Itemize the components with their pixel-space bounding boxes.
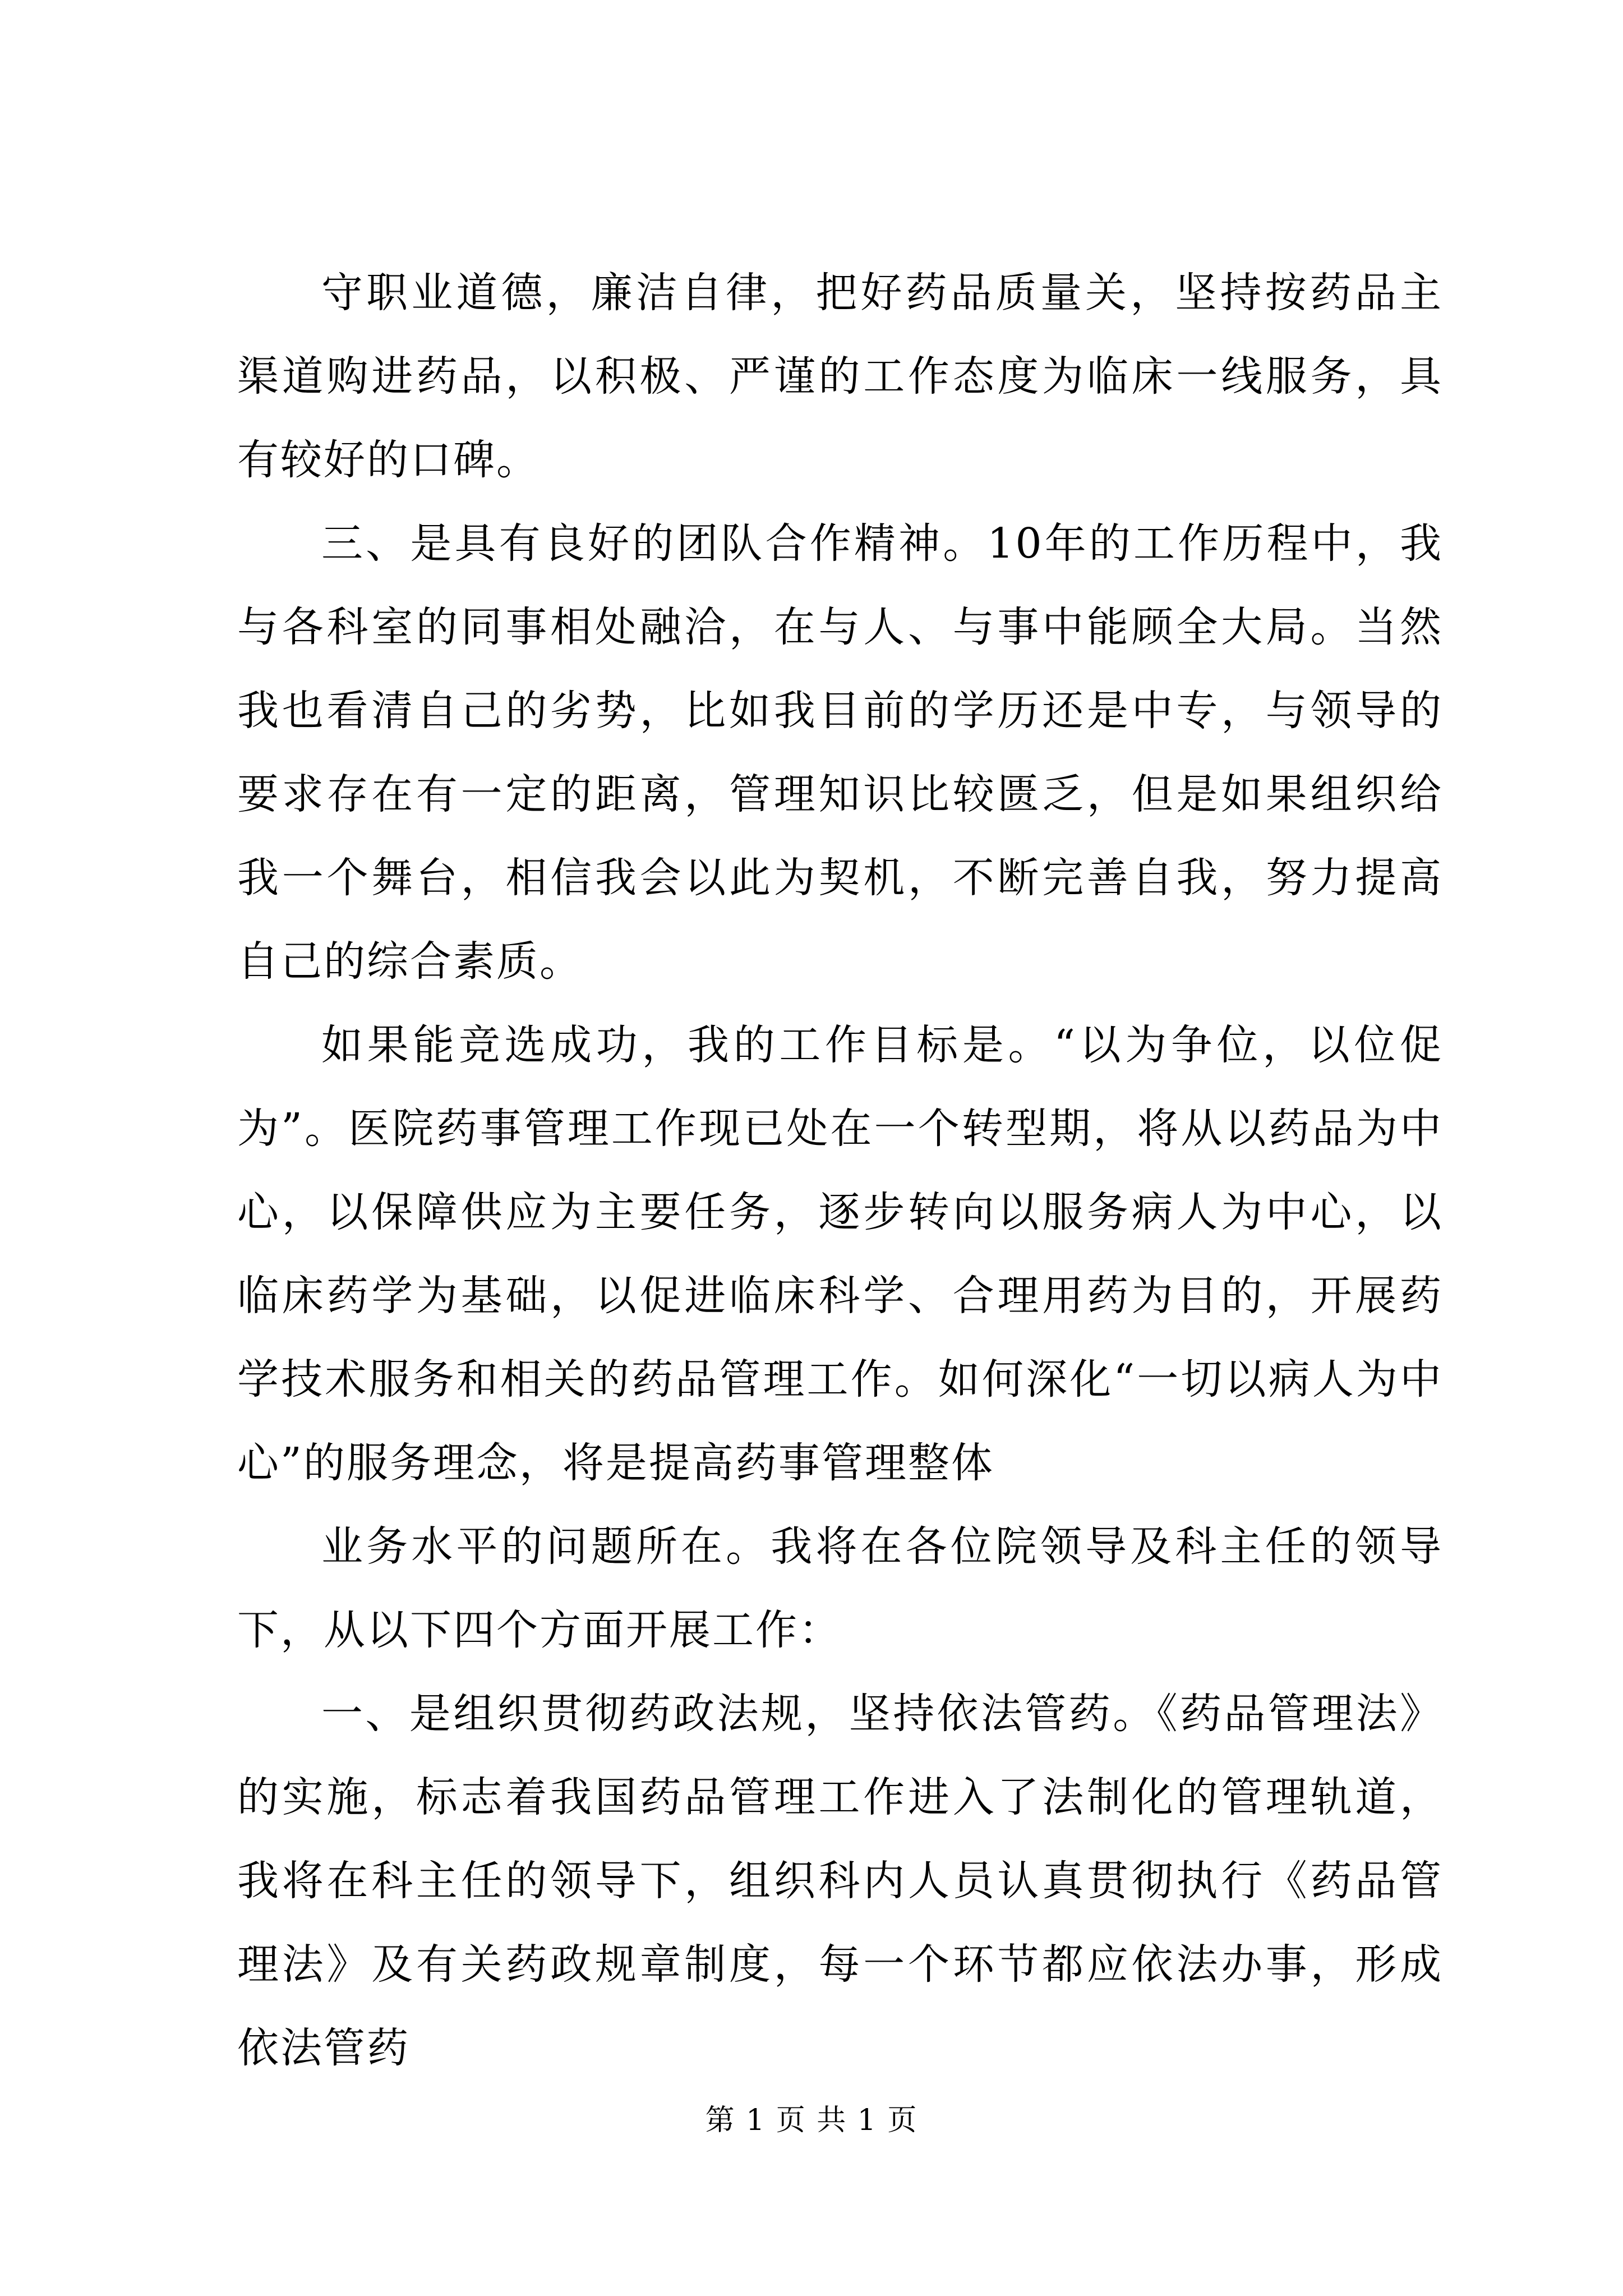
paragraph: 业务水平的问题所在。我将在各位院领导及科主任的领导下，从以下四个方面开展工作： [237, 1522, 1443, 1654]
paragraph: 一、是组织贯彻药政法规，坚持依法管药。《药品管理法》的实施，标志着我国药品管理工作进入了法制化的管理轨道，我将在科主任的领导下，组织科内人员认真贯彻执行《药品管理法》及有关药政规章制度，每一个环节都应依法办事，形成依法管药 [237, 1690, 1443, 2072]
paragraph: 三、是具有良好的团队合作精神。10年的工作历程中，我与各科室的同事相处融洽，在与人、与事中能顾全大局。当然我也看清自己的劣势，比如我目前的学历还是中专，与领导的要求存在有一定的距离，管理知识比较匮乏，但是如果组织给我一个舞台，相信我会以此为契机，不断完善自我，努力提高自己的综合素质。 [237, 519, 1443, 986]
paragraph: 守职业道德，廉洁自律，把好药品质量关，坚持按药品主渠道购进药品，以积极、严谨的工作态度为临床一线服务，具有较好的口碑。 [237, 269, 1443, 484]
page-number-footer: 第 1 页 共 1 页 [705, 2104, 918, 2137]
document-body [237, 251, 1443, 2090]
paragraph: 如果能竞选成功，我的工作目标是。“以为争位，以位促为”。医院药事管理工作现已处在一个转型期，将从以药品为中心，以保障供应为主要任务，逐步转向以服务病人为中心，以临床药学为基础，以促进临床科学、合理用药为目的，开展药学技术服务和相关的药品管理工作。如何深化“一切以病人为中心”的服务理念，将是提高药事管理整体 [237, 1021, 1443, 1487]
